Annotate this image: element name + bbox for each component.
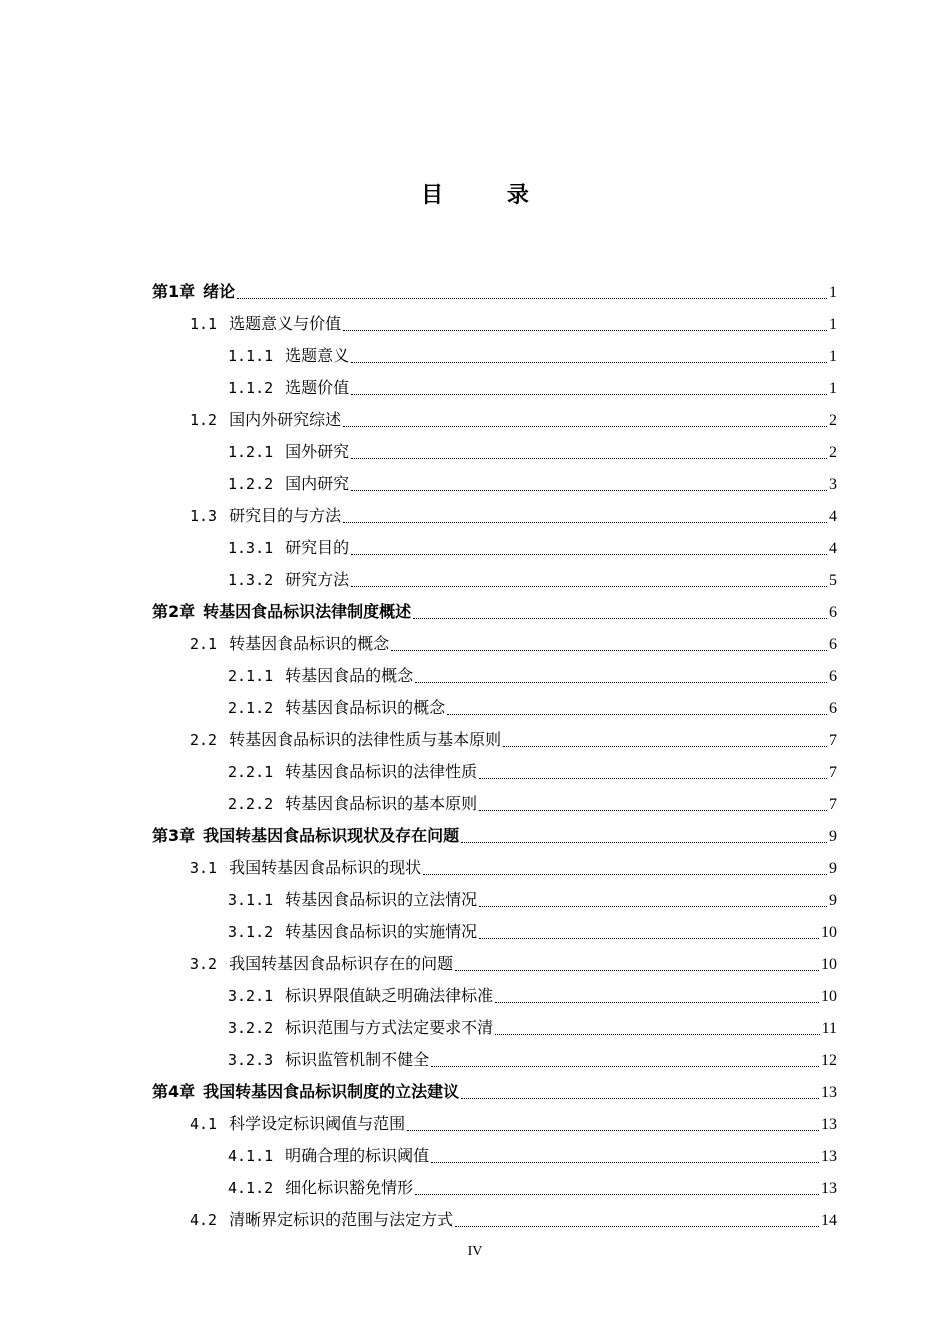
toc-entry[interactable]: [152, 564, 837, 596]
toc-entry[interactable]: [152, 436, 837, 468]
dot-leader: [461, 1097, 819, 1099]
dot-leader: [461, 841, 827, 843]
toc-entry-page: 9: [829, 860, 837, 877]
toc-entry-label: 选题意义: [285, 346, 350, 365]
toc-entry-page: 1: [829, 284, 837, 301]
toc-entry-number: 1.1.2: [228, 379, 274, 397]
toc-entry-label: 选题意义与价值: [229, 314, 342, 333]
toc-entry-page: 1: [829, 380, 837, 397]
dot-leader: [495, 1001, 819, 1003]
toc-entry-page: 6: [829, 604, 837, 621]
toc-entry-number: 1.1.1: [228, 347, 274, 365]
toc-entry-number: 1.1: [190, 315, 218, 333]
toc-entry[interactable]: [152, 852, 837, 884]
toc-entry-label: 转基因食品的概念: [285, 666, 414, 685]
dot-leader: [455, 1225, 819, 1227]
dot-leader: [413, 617, 827, 619]
toc-entry[interactable]: [152, 692, 837, 724]
toc-entry-number: 3.1.1: [228, 891, 274, 909]
toc-entry-page: 1: [829, 316, 837, 333]
dot-leader: [415, 1193, 819, 1195]
toc-entry-page: 13: [821, 1084, 837, 1101]
toc-entry-label: 选题价值: [285, 378, 350, 397]
toc-entry-number: 第1章: [152, 282, 196, 301]
toc-entry-label: 转基因食品标识的实施情况: [285, 922, 478, 941]
toc-entry-number: 3.2.1: [228, 987, 274, 1005]
toc-entry-page: 7: [829, 764, 837, 781]
toc-entry[interactable]: [152, 1172, 837, 1204]
toc-entry[interactable]: [152, 916, 837, 948]
toc-entry-number: 2.2.2: [228, 795, 274, 813]
toc-entry-label: 转基因食品标识的立法情况: [285, 890, 478, 909]
dot-leader: [447, 713, 827, 715]
toc-entry-number: 3.2.2: [228, 1019, 274, 1037]
dot-leader: [351, 393, 827, 395]
toc-entry-label: 转基因食品标识的法律性质: [285, 762, 478, 781]
dot-leader: [479, 937, 819, 939]
toc-entry[interactable]: [152, 308, 837, 340]
toc-entry-page: 2: [829, 412, 837, 429]
toc-entry-number: 4.1.1: [228, 1147, 274, 1165]
toc-entry-label: 科学设定标识阈值与范围: [229, 1114, 406, 1133]
toc-entry[interactable]: [152, 1044, 837, 1076]
toc-entry-number: 3.2: [190, 955, 218, 973]
toc-entry-label: 转基因食品标识的法律性质与基本原则: [229, 730, 502, 749]
toc-entry[interactable]: [152, 468, 837, 500]
toc-entry[interactable]: [152, 1204, 837, 1236]
toc-entry-page: 6: [829, 668, 837, 685]
toc-entry-number: 4.1: [190, 1115, 218, 1133]
toc-entry-page: 9: [829, 828, 837, 845]
toc-entry[interactable]: [152, 884, 837, 916]
toc-entry-page: 9: [829, 892, 837, 909]
toc-entry-page: 4: [829, 540, 837, 557]
toc-entry-number: 1.3: [190, 507, 218, 525]
toc-entry-page: 10: [821, 924, 837, 941]
toc-entry-label: 研究目的: [285, 538, 350, 557]
toc-entry-number: 第4章: [152, 1082, 196, 1101]
dot-leader: [237, 297, 827, 299]
toc-entry-label: 我国转基因食品标识存在的问题: [229, 954, 454, 973]
toc-entry[interactable]: [152, 1108, 837, 1140]
dot-leader: [423, 873, 827, 875]
toc-entry-number: 2.2: [190, 731, 218, 749]
toc-entry-label: 研究方法: [285, 570, 350, 589]
dot-leader: [479, 777, 827, 779]
toc-entry[interactable]: [152, 596, 837, 628]
toc-entry-label: 转基因食品标识的概念: [229, 634, 390, 653]
toc-entry[interactable]: [152, 1076, 837, 1108]
toc-entry-label: 转基因食品标识的基本原则: [285, 794, 478, 813]
toc-entry-label: 标识范围与方式法定要求不清: [285, 1018, 494, 1037]
toc-entry-label: 国内研究: [285, 474, 350, 493]
dot-leader: [351, 457, 827, 459]
toc-entry[interactable]: [152, 404, 837, 436]
toc-entry-label: 标识界限值缺乏明确法律标准: [285, 986, 494, 1005]
toc-entry-number: 3.2.3: [228, 1051, 274, 1069]
toc-entry-label: 我国转基因食品标识现状及存在问题: [203, 826, 460, 845]
toc-entry-page: 4: [829, 508, 837, 525]
toc-entry-label: 标识监管机制不健全: [285, 1050, 430, 1069]
toc-entry-number: 2.1.2: [228, 699, 274, 717]
toc-entry-page: 14: [821, 1212, 837, 1229]
page-title: 目 录: [421, 183, 557, 208]
toc-entry-page: 7: [829, 796, 837, 813]
toc-entry-label: 细化标识豁免情形: [285, 1178, 414, 1197]
toc-entry-number: 2.1: [190, 635, 218, 653]
dot-leader: [431, 1065, 819, 1067]
toc-entry-number: 第2章: [152, 602, 196, 621]
dot-leader: [343, 521, 827, 523]
dot-leader: [343, 425, 827, 427]
toc-entry-number: 4.2: [190, 1211, 218, 1229]
toc-entry-number: 2.2.1: [228, 763, 274, 781]
toc-entry-number: 4.1.2: [228, 1179, 274, 1197]
dot-leader: [351, 553, 827, 555]
toc-entry[interactable]: [152, 1012, 837, 1044]
dot-leader: [351, 489, 827, 491]
toc-entry[interactable]: [152, 660, 837, 692]
toc-entry-number: 1.3.2: [228, 571, 274, 589]
dot-leader: [495, 1033, 819, 1035]
toc-entry[interactable]: [152, 756, 837, 788]
toc-entry[interactable]: [152, 820, 837, 852]
dot-leader: [351, 361, 827, 363]
toc-entry-label: 我国转基因食品标识制度的立法建议: [203, 1082, 460, 1101]
toc-entry-page: 13: [821, 1148, 837, 1165]
toc-entry-number: 3.1: [190, 859, 218, 877]
toc-entry[interactable]: [152, 628, 837, 660]
dot-leader: [455, 969, 819, 971]
dot-leader: [391, 649, 827, 651]
toc-entry[interactable]: [152, 340, 837, 372]
toc-entry-page: 5: [829, 572, 837, 589]
toc-entry-number: 2.1.1: [228, 667, 274, 685]
toc-entry[interactable]: [152, 276, 837, 308]
toc-entry-page: 6: [829, 700, 837, 717]
toc-entry[interactable]: [152, 980, 837, 1012]
toc-entry-page: 10: [821, 956, 837, 973]
dot-leader: [503, 745, 827, 747]
toc-entry-number: 1.2.2: [228, 475, 274, 493]
toc-entry-label: 转基因食品标识法律制度概述: [203, 602, 412, 621]
toc-entry-number: 第3章: [152, 826, 196, 845]
toc-entry-page: 3: [829, 476, 837, 493]
toc-entry-label: 研究目的与方法: [229, 506, 342, 525]
toc-entry-page: 12: [821, 1052, 837, 1069]
toc-entry-page: 11: [821, 1020, 837, 1037]
toc-entry-number: 1.2: [190, 411, 218, 429]
dot-leader: [431, 1161, 819, 1163]
toc-entry-number: 1.2.1: [228, 443, 274, 461]
dot-leader: [351, 585, 827, 587]
toc-entry-page: 1: [829, 348, 837, 365]
toc-entry-label: 清晰界定标识的范围与法定方式: [229, 1210, 454, 1229]
toc-entry-label: 绪论: [203, 282, 236, 301]
toc-entry[interactable]: [152, 724, 837, 756]
toc-entry-label: 我国转基因食品标识的现状: [229, 858, 422, 877]
toc-entry-number: 3.1.2: [228, 923, 274, 941]
toc-entry-page: 13: [821, 1116, 837, 1133]
dot-leader: [479, 905, 827, 907]
toc-entry[interactable]: [152, 500, 837, 532]
toc-entry-label: 国外研究: [285, 442, 350, 461]
toc-entry[interactable]: [152, 372, 837, 404]
dot-leader: [407, 1129, 819, 1131]
toc-entry-number: 1.3.1: [228, 539, 274, 557]
dot-leader: [479, 809, 827, 811]
toc-entry-label: 明确合理的标识阈值: [285, 1146, 430, 1165]
toc-entry[interactable]: [152, 788, 837, 820]
toc-entry[interactable]: [152, 1140, 837, 1172]
toc-entry-label: 国内外研究综述: [229, 410, 342, 429]
toc-entry-page: 7: [829, 732, 837, 749]
toc-entry-label: 转基因食品标识的概念: [285, 698, 446, 717]
toc-entry-page: 10: [821, 988, 837, 1005]
toc-entry[interactable]: [152, 532, 837, 564]
table-of-contents: [152, 276, 837, 1236]
dot-leader: [343, 329, 827, 331]
toc-entry[interactable]: [152, 948, 837, 980]
page-number: IV: [467, 1244, 483, 1259]
toc-entry-page: 6: [829, 636, 837, 653]
toc-entry-page: 13: [821, 1180, 837, 1197]
toc-entry-page: 2: [829, 444, 837, 461]
dot-leader: [415, 681, 827, 683]
